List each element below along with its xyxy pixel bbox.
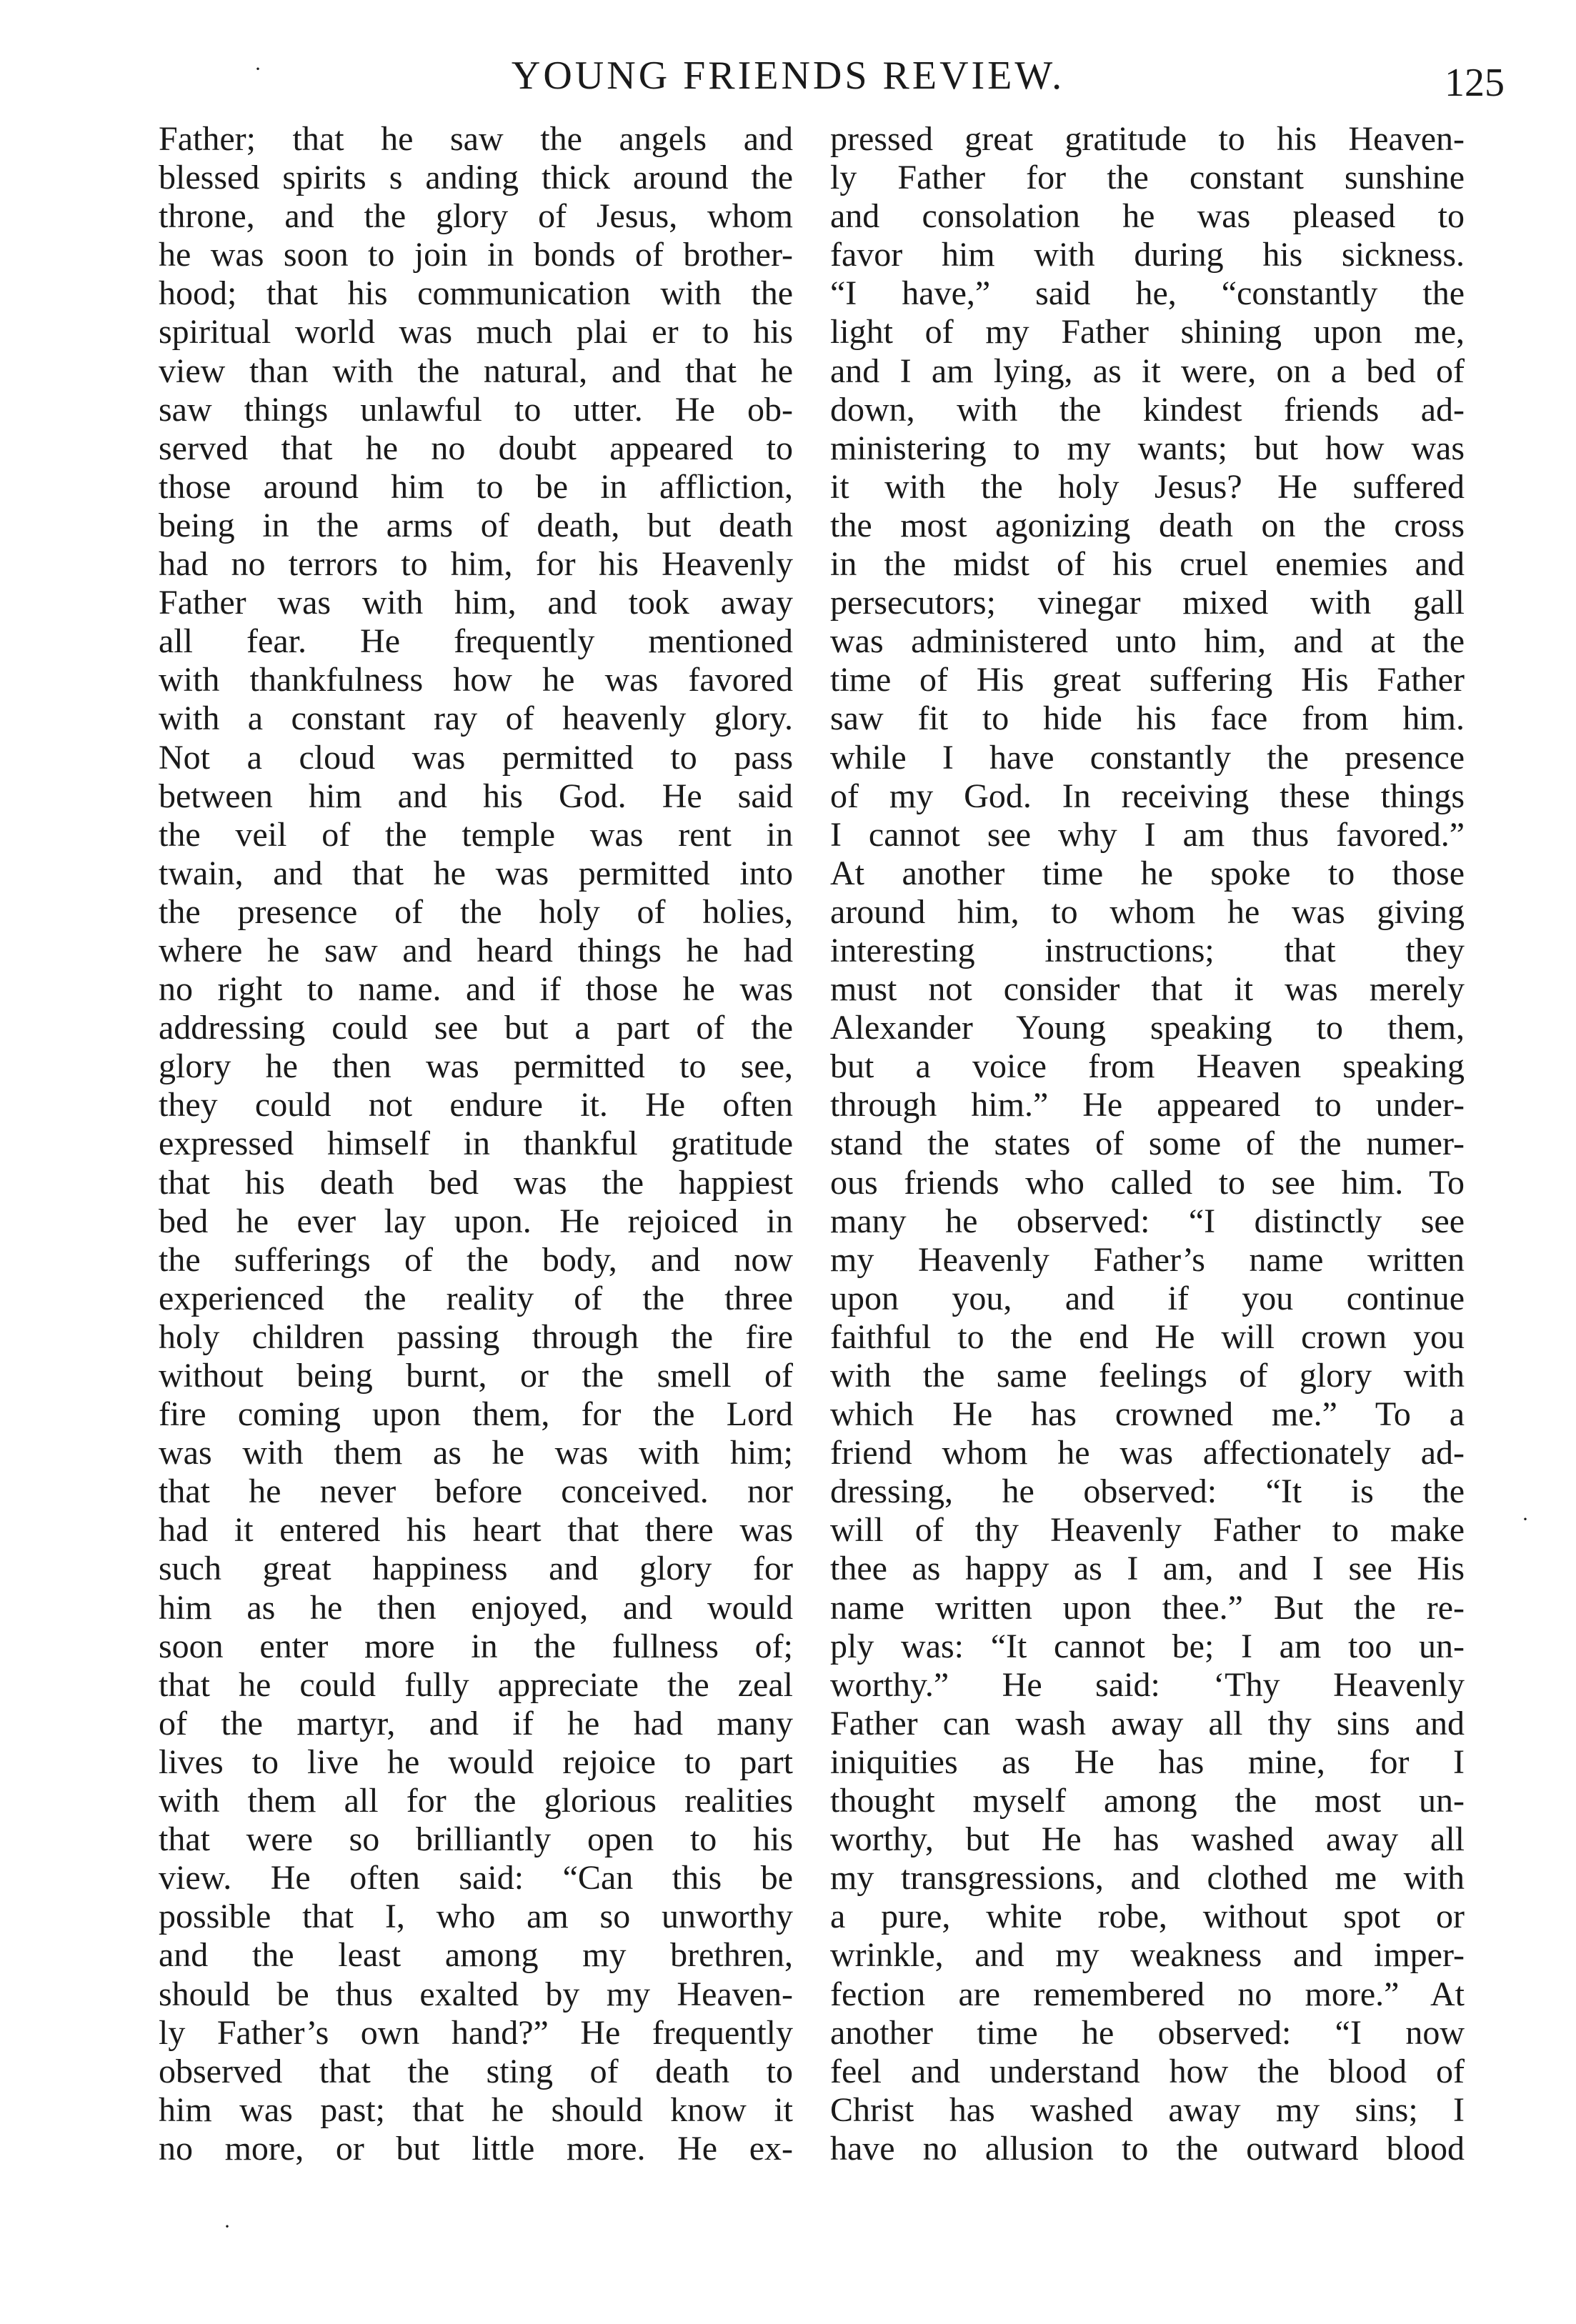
text-line: Christ has washed away my sins; I (830, 2090, 1465, 2129)
text-line: it with the holy Jesus? He suffered (830, 467, 1465, 506)
header-mark: · (254, 57, 261, 81)
text-line: Not a cloud was permitted to pass (159, 738, 793, 777)
text-line: have no allusion to the outward blood (830, 2129, 1465, 2168)
text-line: which He has crowned me.” To a (830, 1395, 1465, 1434)
text-line: friend whom he was affectionately ad- (830, 1434, 1465, 1472)
text-line: expressed himself in thankful gratitude (159, 1124, 793, 1163)
text-line: that he could fully appreciate the zeal (159, 1665, 793, 1704)
left-column (159, 120, 793, 2168)
text-line: and I am lying, as it were, on a bed of (830, 351, 1465, 390)
text-line: another time he observed: “I now (830, 2013, 1465, 2052)
text-line: favor him with during his sickness. (830, 236, 1465, 274)
text-line: pressed great gratitude to his Heaven- (830, 120, 1465, 158)
text-line: ous friends who called to see him. To (830, 1163, 1465, 1202)
text-line: they could not endure it. He often (159, 1086, 793, 1124)
text-line: must not consider that it was merely (830, 970, 1465, 1009)
text-line: and consolation he was pleased to (830, 197, 1465, 236)
text-line: ly Father’s own hand?” He frequently (159, 2013, 793, 2052)
page-number: 125 (1445, 61, 1505, 105)
text-line: feel and understand how the blood of (830, 2052, 1465, 2090)
text-line: iniquities as He has mine, for I (830, 1742, 1465, 1781)
text-line: should be thus exalted by my Heaven- (159, 1975, 793, 2013)
text-line: time of His great suffering His Father (830, 661, 1465, 699)
text-line: ministering to my wants; but how was (830, 429, 1465, 467)
text-line: Father; that he saw the angels and (159, 120, 793, 158)
text-line: light of my Father shining upon me, (830, 313, 1465, 351)
text-line: and the least among my brethren, (159, 1936, 793, 1975)
text-line: down, with the kindest friends ad- (830, 390, 1465, 429)
running-title: YOUNG FRIENDS REVIEW. (511, 54, 1065, 98)
text-line: of the martyr, and if he had many (159, 1704, 793, 1742)
text-line: wrinkle, and my weakness and imper- (830, 1936, 1465, 1975)
text-line: ply was: “It cannot be; I am too un- (830, 1627, 1465, 1665)
text-line: thee as happy as I am, and I see His (830, 1550, 1465, 1588)
text-line: worthy.” He said: ‘Thy Heavenly (830, 1665, 1465, 1704)
text-line: view than with the natural, and that he (159, 351, 793, 390)
text-line: experienced the reality of the three (159, 1279, 793, 1317)
text-line: interesting instructions; that they (830, 931, 1465, 969)
text-line: my transgressions, and clothed me with (830, 1859, 1465, 1897)
text-line: while I have constantly the presence (830, 738, 1465, 777)
text-line: name written upon thee.” But the re- (830, 1588, 1465, 1627)
text-line: that his death bed was the happiest (159, 1163, 793, 1202)
text-line: observed that the sting of death to (159, 2052, 793, 2090)
text-line: where he saw and heard things he had (159, 931, 793, 969)
text-line: Father was with him, and took away (159, 584, 793, 622)
text-line: being in the arms of death, but death (159, 506, 793, 544)
text-line: all fear. He frequently mentioned (159, 622, 793, 661)
text-line: ly Father for the constant sunshine (830, 159, 1465, 197)
text-line: had no terrors to him, for his Heavenly (159, 545, 793, 584)
text-line: persecutors; vinegar mixed with gall (830, 584, 1465, 622)
margin-mark: · (1522, 1507, 1529, 1531)
text-line: the sufferings of the body, and now (159, 1240, 793, 1279)
text-line: of my God. In receiving these things (830, 777, 1465, 815)
text-line: him was past; that he should know it (159, 2090, 793, 2129)
footer-mark: · (224, 2215, 231, 2238)
text-line: through him.” He appeared to under- (830, 1086, 1465, 1124)
text-line: blessed spirits s anding thick around the (159, 159, 793, 197)
text-line: in the midst of his cruel enemies and (830, 545, 1465, 584)
text-line: the veil of the temple was rent in (159, 815, 793, 854)
text-line: but a voice from Heaven speaking (830, 1047, 1465, 1086)
text-line: a pure, white robe, without spot or (830, 1897, 1465, 1936)
text-line: that were so brilliantly open to his (159, 1820, 793, 1859)
text-line: will of thy Heavenly Father to make (830, 1511, 1465, 1550)
text-line: with thankfulness how he was favored (159, 661, 793, 699)
text-line: between him and his God. He said (159, 777, 793, 815)
text-line: fection are remembered no more.” At (830, 1975, 1465, 2013)
text-line: Father can wash away all thy sins and (830, 1704, 1465, 1742)
text-line: him as he then enjoyed, and would (159, 1588, 793, 1627)
text-line: throne, and the glory of Jesus, whom (159, 197, 793, 236)
text-line: I cannot see why I am thus favored.” (830, 815, 1465, 854)
text-line: holy children passing through the fire (159, 1317, 793, 1356)
text-line: view. He often said: “Can this be (159, 1859, 793, 1897)
text-line: around him, to whom he was giving (830, 892, 1465, 931)
text-line: without being burnt, or the smell of (159, 1357, 793, 1395)
text-line: fire coming upon them, for the Lord (159, 1395, 793, 1434)
text-line: he was soon to join in bonds of brother- (159, 236, 793, 274)
text-line: was administered unto him, and at the (830, 622, 1465, 661)
right-column (830, 120, 1465, 2168)
text-line: worthy, but He has washed away all (830, 1820, 1465, 1859)
text-line: served that he no doubt appeared to (159, 429, 793, 467)
text-line: bed he ever lay upon. He rejoiced in (159, 1202, 793, 1240)
text-line: those around him to be in affliction, (159, 467, 793, 506)
text-line: with the same feelings of glory with (830, 1357, 1465, 1395)
text-line: the most agonizing death on the cross (830, 506, 1465, 544)
text-line: glory he then was permitted to see, (159, 1047, 793, 1086)
text-line: faithful to the end He will crown you (830, 1317, 1465, 1356)
text-line: stand the states of some of the numer- (830, 1124, 1465, 1163)
text-line: possible that I, who am so unworthy (159, 1897, 793, 1936)
text-line: twain, and that he was permitted into (159, 854, 793, 892)
text-line: no right to name. and if those he was (159, 970, 793, 1009)
text-line: that he never before conceived. nor (159, 1472, 793, 1511)
text-line: saw fit to hide his face from him. (830, 699, 1465, 738)
text-line: spiritual world was much plai er to his (159, 313, 793, 351)
text-line: upon you, and if you continue (830, 1279, 1465, 1317)
text-line: no more, or but little more. He ex- (159, 2129, 793, 2168)
text-line: dressing, he observed: “It is the (830, 1472, 1465, 1511)
text-line: with them all for the glorious realities (159, 1782, 793, 1820)
text-line: addressing could see but a part of the (159, 1009, 793, 1047)
text-line: had it entered his heart that there was (159, 1511, 793, 1550)
text-line: such great happiness and glory for (159, 1550, 793, 1588)
text-line: “I have,” said he, “constantly the (830, 274, 1465, 313)
text-line: Alexander Young speaking to them, (830, 1009, 1465, 1047)
text-line: with a constant ray of heavenly glory. (159, 699, 793, 738)
text-line: lives to live he would rejoice to part (159, 1742, 793, 1781)
text-line: was with them as he was with him; (159, 1434, 793, 1472)
text-line: saw things unlawful to utter. He ob- (159, 390, 793, 429)
text-line: my Heavenly Father’s name written (830, 1240, 1465, 1279)
page-header (0, 43, 1576, 107)
text-line: hood; that his communication with the (159, 274, 793, 313)
text-line: soon enter more in the fullness of; (159, 1627, 793, 1665)
text-line: many he observed: “I distinctly see (830, 1202, 1465, 1240)
text-line: At another time he spoke to those (830, 854, 1465, 892)
text-line: the presence of the holy of holies, (159, 892, 793, 931)
text-line: thought myself among the most un- (830, 1782, 1465, 1820)
